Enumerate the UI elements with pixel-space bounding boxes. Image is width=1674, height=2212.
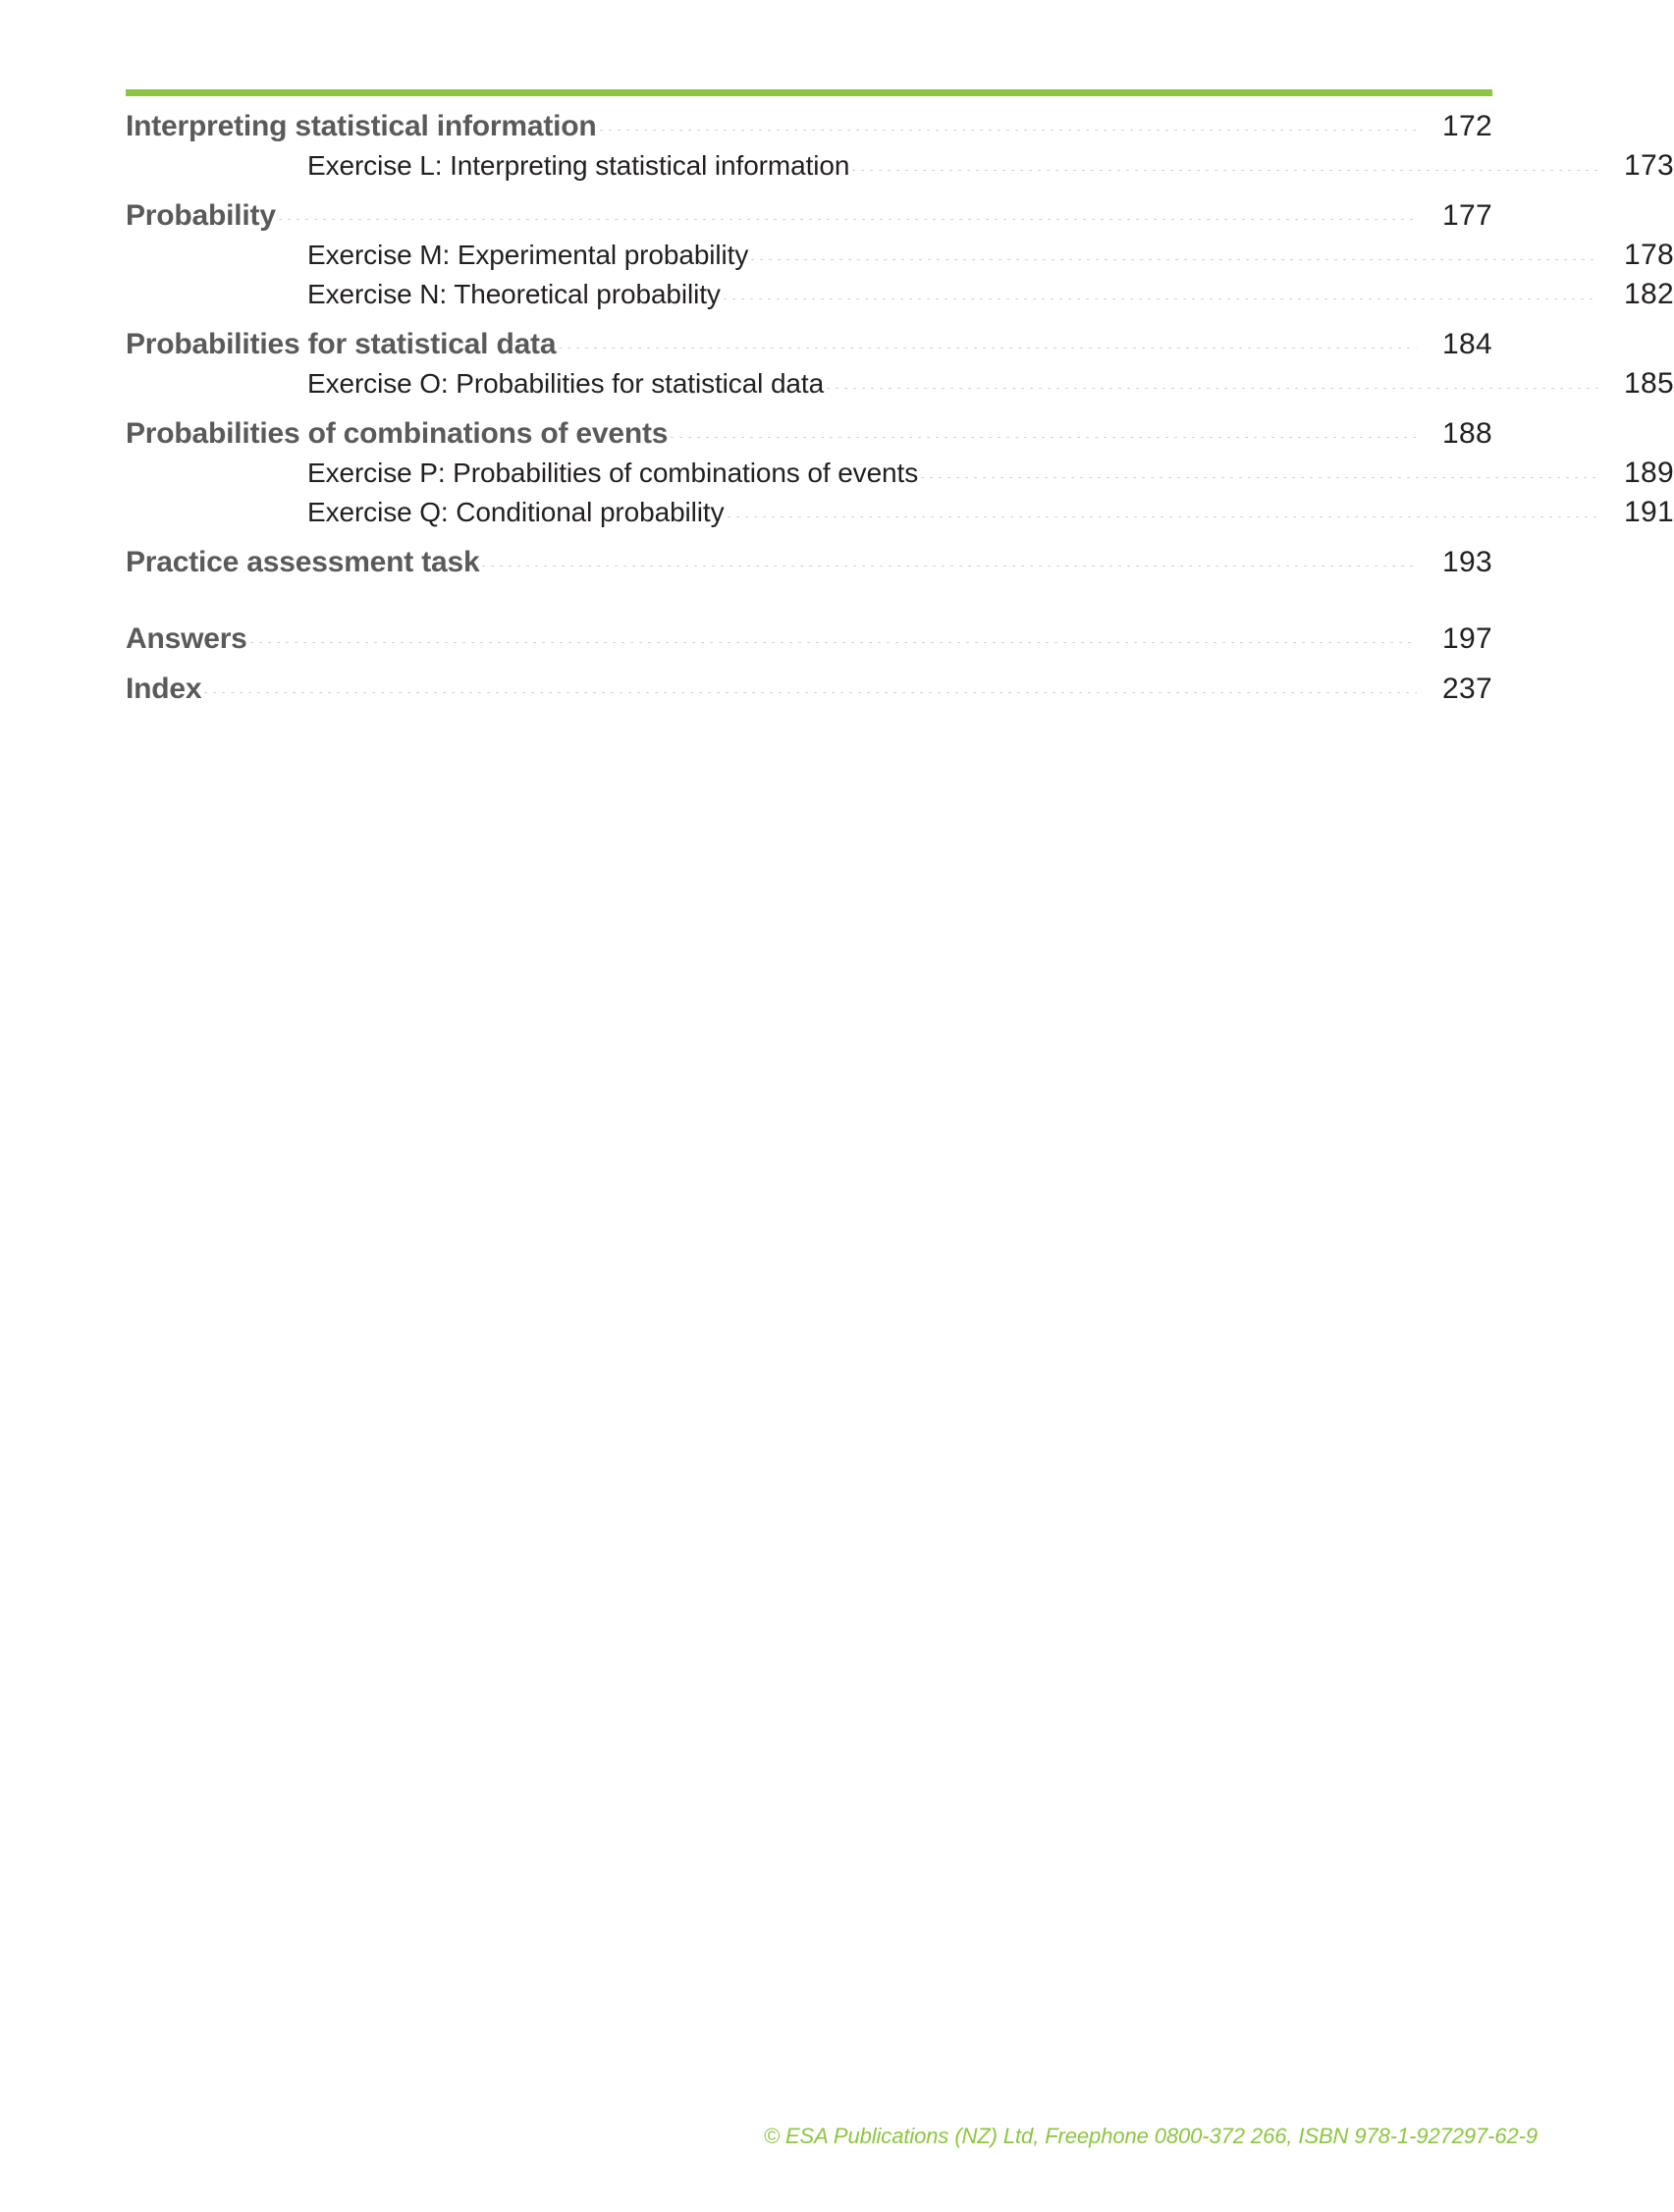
dot-leader [751, 259, 1598, 260]
toc-entry-exercise-p-probabilities-of-combinations-of-events[interactable] [126, 457, 1674, 490]
toc-entry-label: Interpreting statistical information [126, 110, 597, 142]
toc-entry-exercise-l-interpreting-statistical-information[interactable] [126, 149, 1674, 183]
toc-entry-exercise-n-theoretical-probability[interactable] [126, 278, 1674, 311]
toc-entry-exercise-m-experimental-probability[interactable] [126, 239, 1674, 272]
table-of-contents-list [126, 110, 1674, 706]
toc-entry-page-number: 237 [1442, 673, 1492, 705]
toc-entry-page-number: 178 [1624, 239, 1674, 271]
toc-entry-page-number: 182 [1624, 278, 1674, 310]
toc-entry-page-number: 173 [1624, 149, 1674, 182]
toc-entry-probabilities-of-combinations-of-events[interactable] [126, 417, 1492, 451]
toc-entry-exercise-o-probabilities-for-statistical-data[interactable] [126, 367, 1674, 401]
dot-leader [724, 298, 1598, 299]
toc-entry-label: Probabilities of combinations of events [126, 417, 669, 450]
toc-entry-interpreting-statistical-information[interactable] [126, 110, 1492, 143]
dot-leader [559, 348, 1417, 349]
dot-leader [600, 130, 1417, 131]
dot-leader [204, 692, 1417, 693]
toc-entry-label: Probability [126, 199, 276, 232]
toc-entry-page-number: 177 [1442, 199, 1492, 232]
dot-leader [921, 477, 1598, 478]
toc-entry-page-number: 188 [1442, 417, 1492, 450]
toc-entry-label: Exercise P: Probabilities of combinations of events [307, 458, 919, 488]
header-accent-rule [126, 89, 1492, 96]
toc-entry-label: Probabilities for statistical data [126, 328, 557, 360]
toc-entry-probability[interactable] [126, 199, 1492, 233]
dot-leader [852, 170, 1598, 171]
toc-entry-page-number: 193 [1442, 546, 1492, 578]
toc-entry-page-number: 185 [1624, 367, 1674, 400]
dot-leader [728, 516, 1599, 517]
footer-copyright: © ESA Publications (NZ) Ltd, Freephone 0800-372 266, ISBN 978-1-927297-62-9 [763, 2124, 1538, 2148]
toc-entry-page-number: 191 [1624, 496, 1674, 528]
toc-entry-exercise-q-conditional-probability[interactable] [126, 496, 1674, 529]
dot-leader [250, 642, 1417, 643]
toc-entry-label: Exercise N: Theoretical probability [307, 279, 721, 309]
toc-entry-label: Index [126, 673, 202, 705]
toc-entry-label: Exercise O: Probabilities for statistical data [307, 368, 825, 399]
dot-leader [827, 388, 1598, 389]
toc-entry-index[interactable] [126, 673, 1492, 706]
toc-entry-page-number: 189 [1624, 457, 1674, 489]
toc-entry-page-number: 172 [1442, 110, 1492, 142]
dot-leader [671, 437, 1417, 438]
toc-entry-page-number: 184 [1442, 328, 1492, 360]
toc-entry-label: Answers [126, 622, 247, 655]
toc-entry-label: Exercise M: Experimental probability [307, 240, 749, 270]
toc-entry-label: Practice assessment task [126, 546, 480, 578]
toc-entry-answers[interactable] [126, 622, 1492, 656]
toc-entry-practice-assessment-task[interactable] [126, 546, 1492, 579]
dot-leader [279, 219, 1417, 220]
toc-entry-label: Exercise L: Interpreting statistical information [307, 150, 850, 181]
toc-entry-probabilities-for-statistical-data[interactable] [126, 328, 1492, 361]
toc-entry-label: Exercise Q: Conditional probability [307, 497, 725, 527]
toc-entry-page-number: 197 [1442, 622, 1492, 655]
